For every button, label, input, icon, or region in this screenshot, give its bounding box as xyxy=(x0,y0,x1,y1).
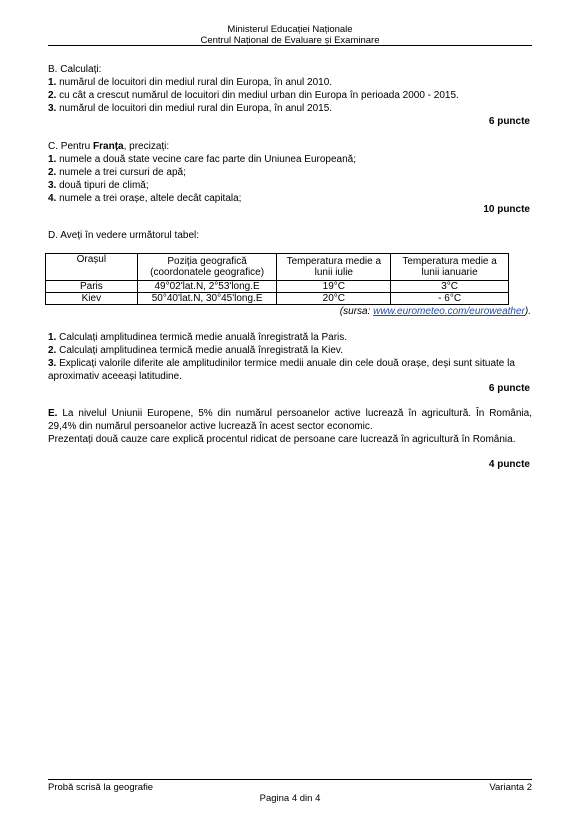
section-c xyxy=(48,140,528,205)
footer-divider xyxy=(48,779,532,780)
page-header xyxy=(48,24,532,46)
ministry-name: Ministerul Educației Naționale xyxy=(227,24,353,35)
section-e-task: Prezentați două cauze care explică procentul ridicat de persoane care lucrează în agricultură în România. xyxy=(48,434,516,445)
section-b-item: 2. cu cât a crescut numărul de locuitori din mediul urban din Europa în perioada 2000 - 2015. xyxy=(48,90,459,101)
source-link[interactable]: www.eurometeo.com/euroweather xyxy=(373,306,525,317)
section-d-points: 6 puncte xyxy=(488,383,530,394)
section-e-points: 4 puncte xyxy=(488,459,530,470)
table-cell: - 6°C xyxy=(391,293,509,305)
section-c-item: 2. numele a trei cursuri de apă; xyxy=(48,167,186,178)
section-c-title: C. Pentru Franța, precizați: xyxy=(48,141,170,152)
table-header: Poziția geografică (coordonatele geografice) xyxy=(137,254,277,281)
table-row xyxy=(46,281,509,293)
footer-variant: Varianta 2 xyxy=(489,782,532,793)
section-e-intro: E. La nivelul Uniunii Europene, 5% din numărul persoanelor active lucrează în agricultură. În România, 29,4% din numărul persoanelor active lucrează în acest sector economic. xyxy=(48,408,532,432)
section-d-item: 3. Explicați valorile diferite ale amplitudinilor termice medii anuale din cele două orașe, deși sunt situate la aproximativ aceeași latitudine. xyxy=(48,358,515,382)
table-header: Temperatura medie a lunii iulie xyxy=(277,254,391,281)
table-row xyxy=(46,293,509,305)
section-b-points: 6 puncte xyxy=(488,116,530,127)
table-source: (sursa: www.eurometeo.com/euroweather). xyxy=(339,306,531,317)
section-d-questions xyxy=(48,331,528,383)
table-cell: 19°C xyxy=(277,281,391,293)
section-d-item: 1. Calculați amplitudinea termică medie anuală înregistrată la Paris. xyxy=(48,332,348,343)
section-b-item: 3. numărul de locuitori din mediul rural din Europa, în anul 2015. xyxy=(48,103,333,114)
section-e xyxy=(48,407,532,446)
section-b-title: B. Calculați: xyxy=(48,64,102,75)
header-divider xyxy=(48,45,532,46)
section-d-title: D. Aveți în vedere următorul tabel: xyxy=(48,230,200,241)
section-d-item: 2. Calculați amplitudinea termică medie anuală înregistrată la Kiev. xyxy=(48,345,343,356)
section-c-points: 10 puncte xyxy=(483,204,530,215)
center-name: Centrul Național de Evaluare și Examinare xyxy=(200,35,380,46)
table-header-row xyxy=(46,254,509,281)
table-cell: 20°C xyxy=(277,293,391,305)
table-header: Temperatura medie a lunii ianuarie xyxy=(391,254,509,281)
table-cell: Kiev xyxy=(46,293,138,305)
table-cell: Paris xyxy=(46,281,138,293)
temperature-table xyxy=(45,253,509,305)
section-c-item: 4. numele a trei orașe, altele decât capitala; xyxy=(48,193,242,204)
section-b xyxy=(48,63,528,115)
section-c-item: 1. numele a două state vecine care fac parte din Uniunea Europeană; xyxy=(48,154,356,165)
table-cell: 49°02'lat.N, 2°53'long.E xyxy=(137,281,277,293)
table-cell: 50°40'lat.N, 30°45'long.E xyxy=(137,293,277,305)
table-header: Orașul xyxy=(46,254,138,281)
footer-page-number: Pagina 4 din 4 xyxy=(259,793,321,804)
section-b-item: 1. numărul de locuitori din mediul rural din Europa, în anul 2010. xyxy=(48,77,333,88)
footer-subject: Probă scrisă la geografie xyxy=(48,782,154,793)
table-cell: 3°C xyxy=(391,281,509,293)
section-c-item: 3. două tipuri de climă; xyxy=(48,180,149,191)
